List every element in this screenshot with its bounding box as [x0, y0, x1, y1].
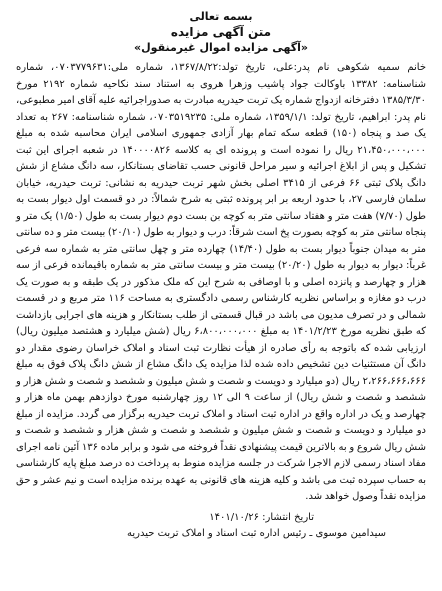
publication-date: تاریخ انتشار: ۱۴۰۱/۱۰/۲۶	[209, 511, 314, 523]
notice-subtitle: «آگهی مزایده اموال غیرمنقول»	[134, 41, 308, 54]
notice-header	[16, 10, 426, 60]
notice-body: خانم سمیه شکوهی نام پدر:علی، تاریخ تولد:۱۳۶۷/۸/۲۲، شماره ملی:۰۷۰۳۷۷۹۶۳۱، شماره شناسنامه: ۱۳۳۸۲ باوکالت جواد پاشیب وزهرا هروی به استناد سند نکاحیه شماره ۲۱۹۲ مورخ ۱۳۸۵/۳/۳۰ دفترخانه ازدواج شماره یک تربت حیدریه مبادرت به صدوراجرائیه علیه آقای امیر مطبوعی، نام پدر: ابراهیم، تاریخ تولد: ۱۳۵۹/۱/۱، شماره ملی: ۰۷۰۳۵۱۹۲۳۵، شماره شناسنامه: ۲۶۷ به تعداد یک صد و پنجاه (۱۵۰) قطعه سکه تمام بهار آزادی جمهوری اسلامی ایران محاسبه شده به مبلغ ۲۱،۴۵۰،۰۰۰،۰۰۰ ریال را نموده است و پرونده ای به کلاسه ۱۴۰۰۰۰۸۲۶ در شعبه اجرای این ثبت تشکیل و پس از ابلاغ اجرائیه و سیر مراحل قانونی حسب تقاضای بستانکار، سه دانگ مشاع از شش دانگ پلاک ثبتی ۶۶ فرعی از ۳۴۱۵ اصلی بخش شهر تربت حیدریه به نشانی: تربت حیدریه، خیابان سلمان فارسی ۲۷، با حدود اربعه بر ابر پرونده ثبتی به شرح شمالاً: در دو قسمت اول دیوار بست به طول (۷/۷۰) هفت متر و هفتاد سانتی متر به کوچه بن بست دوم دیوار بست به طول (۱/۵۰) یک متر و پنجاه سانتی متر به کوچه بصورت پخ است شرقاً: درب و دیوار به طول (۲۰/۱۰) بیست متر و ده سانتی متر به میدان جنوباً دیوار بست به طول (۱۴/۴۰) چهارده متر و چهل سانتی متر به شماره سه فرعی غرباً: دیوار به دیوار به طول (۲۰/۲۰) بیست متر و بیست سانتی متر به شماره باقیمانده فرعی از سه هزار و چهارصد و پانزده اصلی و با اوصافی به شرح این که ملک مذکور در یک طبقه و به صورت یک درب دو مغازه و براساس نظریه کارشناس رسمی دادگستری به مساحت ۱۱۶ متر مربع و در قسمت شمالی و در تصرف مدیون می باشد در قبال قسمتی از طلب بستانکار و هزینه های اجرایی بازداشت که طبق نظریه مورخ ۱۴۰۱/۲/۲۳ به مبلغ ۶،۸۰۰،۰۰۰،۰۰۰ ریال (شش میلیارد و هشتصد میلیون ریال) ارزیابی شده که باتوجه به رأی صادره از هیأت نظارت ثبت اسناد و املاک خراسان رضوی مقدار دو دانگ آن مستثنیات دین تشخیص داده شده لذا مزایده یک دانگ مشاع از شش دانگ پلاک فوق به مبلغ ۲،۲۶۶،۶۶۶،۶۶۶ ریال (دو میلیارد و دویست و شصت و شش میلیون و ششصد و شصت و شش هزار و ششصد و شصت و شش ریال) از ساعت ۹ الی ۱۲ روز چهارشنبه مورخ دوازدهم بهمن ماه هزار و چهارصد و یک در اداره واقع در اداره ثبت اسناد و املاک تربت حیدریه برگزار می گردد. مزایده از مبلغ دو میلیارد و دویست و شصت و شش میلیون و ششصد و شصت و شش هزار و ششصد و شصت و شش ریال شروع و به بالاترین قیمت پیشنهادی نقداً فروخته می شود و برابر ماده ۱۳۶ آئین نامه اجرای مفاد اسناد رسمی لازم الاجرا شرکت در جلسه مزایده منوط به پرداخت ده درصد مبلغ پایه کارشناسی به حساب سپرده ثبت می باشد و کلیه هزینه های قانونی به عهده برنده مزایده است و نیم عشر و حق مزایده نقداً وصول خواهد شد.	[16, 62, 427, 502]
signature-line: سیدامین موسوی ـ رئیس اداره ثبت اسناد و املاک تربت حیدریه	[127, 527, 386, 539]
notice-footer	[16, 510, 426, 542]
bismillah-heading: بسمه تعالی	[189, 10, 253, 23]
notice-title: متن آگهی مزایده	[170, 25, 272, 39]
